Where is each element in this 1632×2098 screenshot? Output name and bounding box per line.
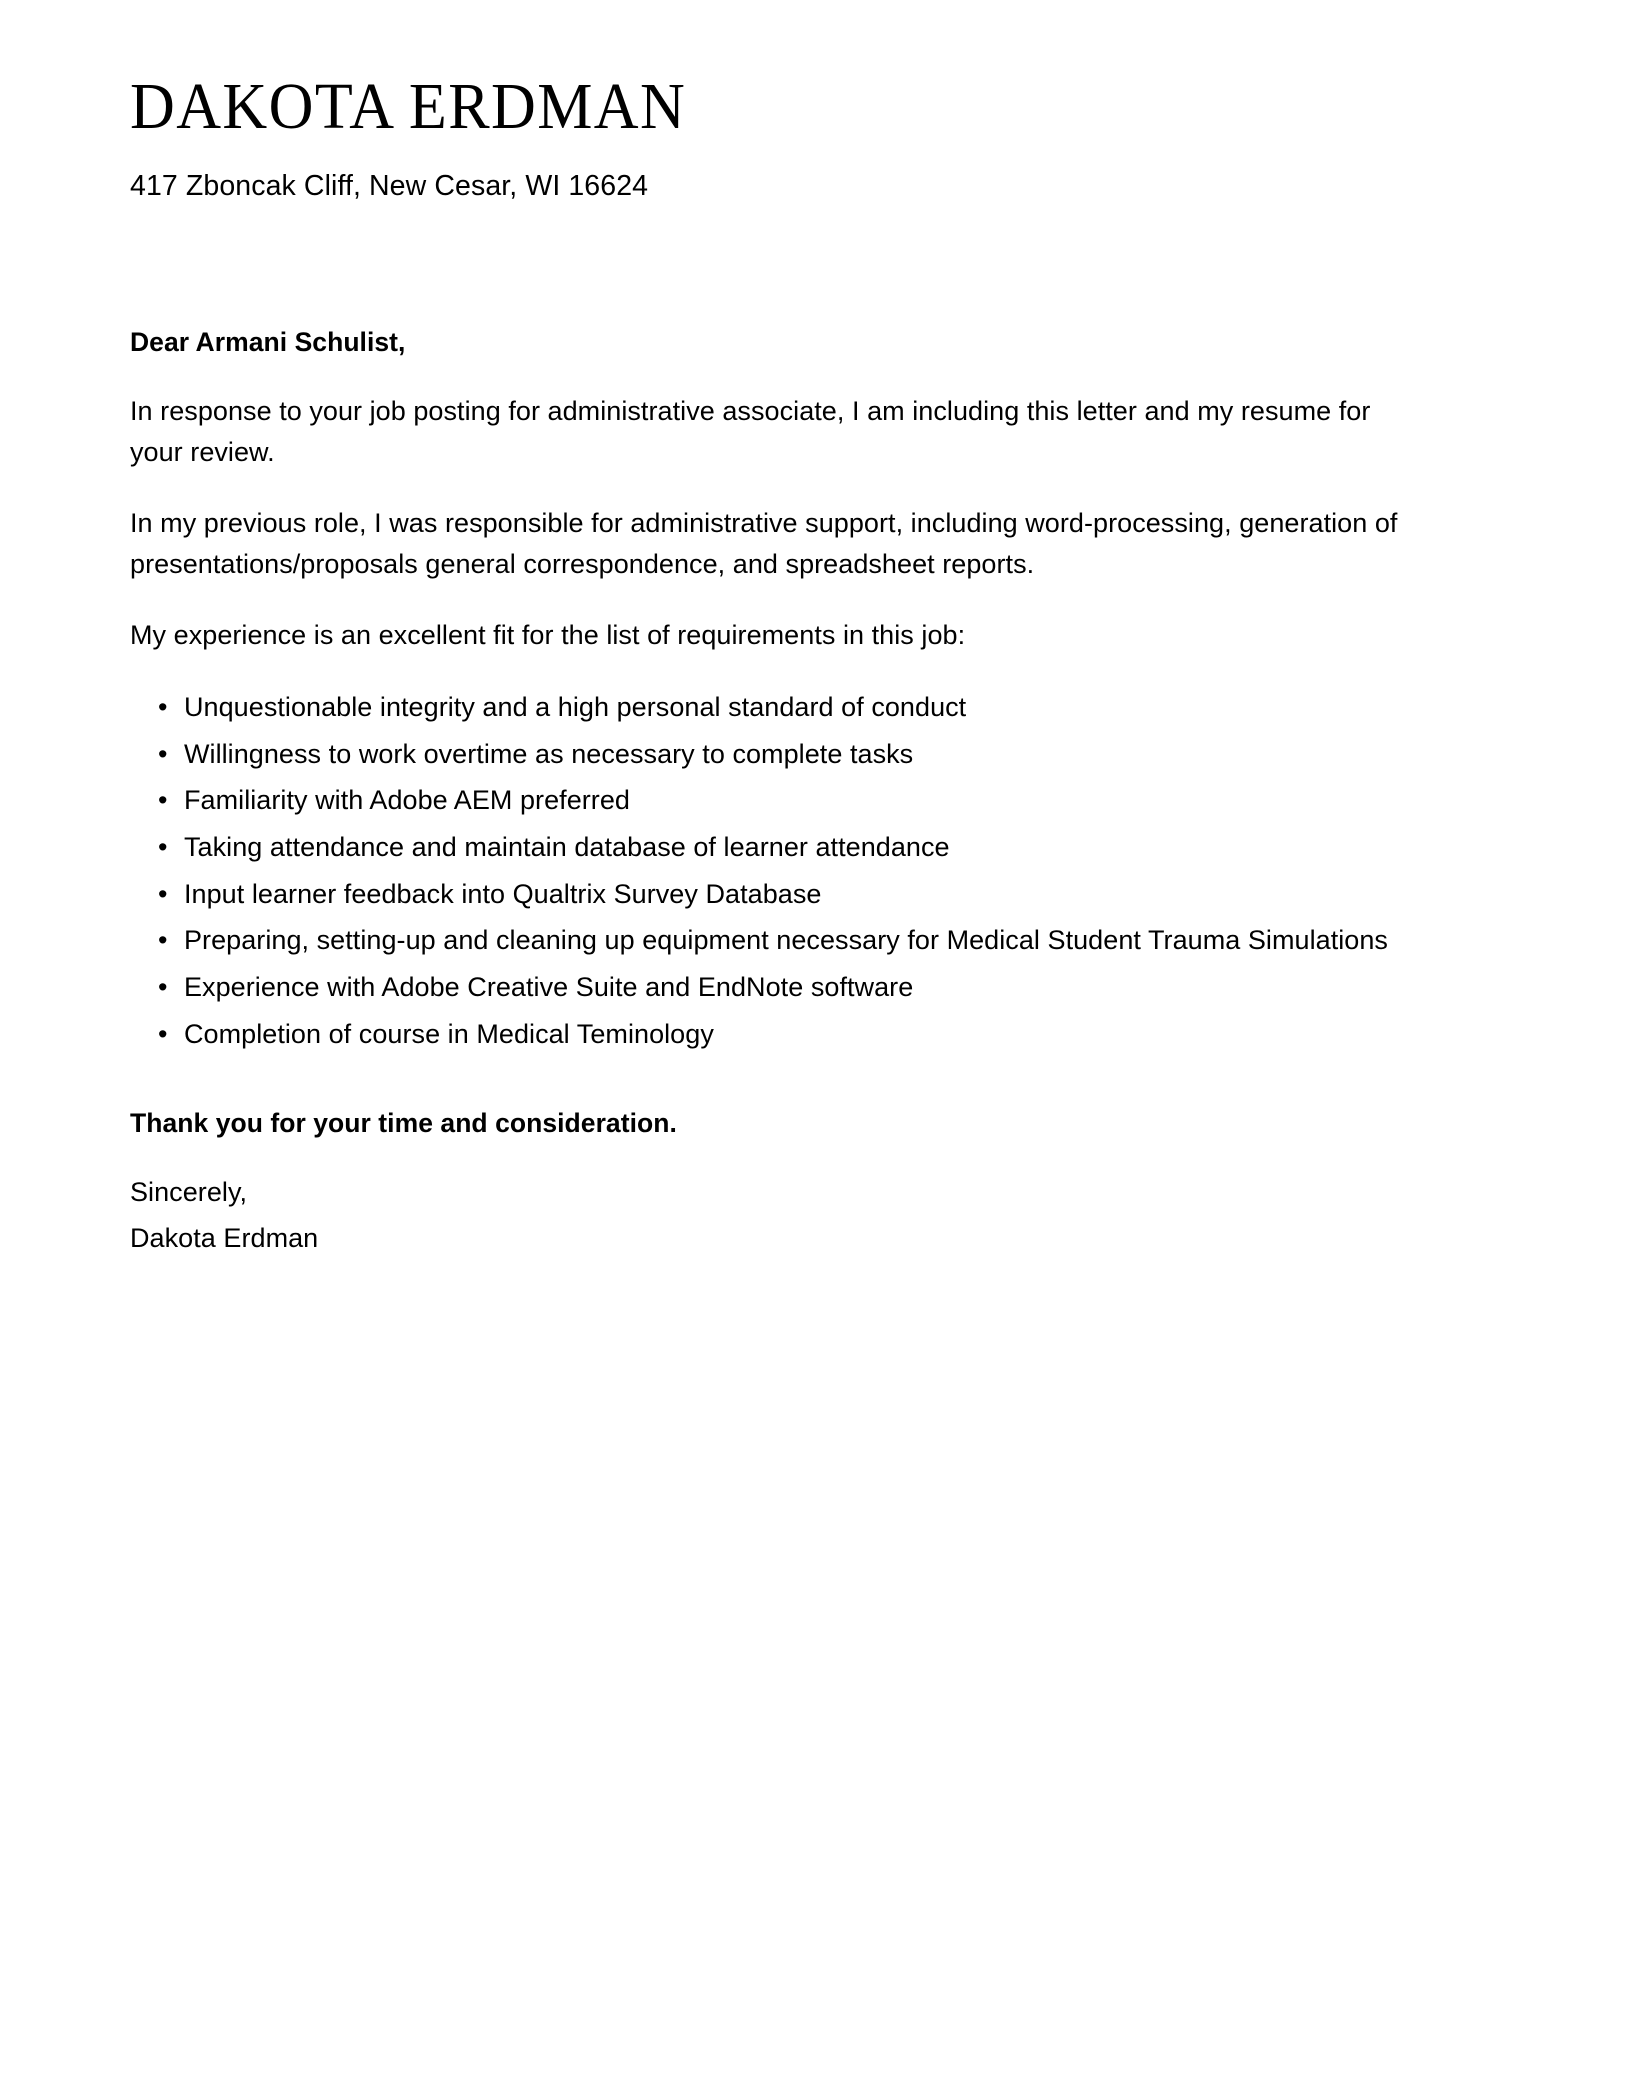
list-item-label: Unquestionable integrity and a high personal standard of conduct: [184, 692, 967, 723]
letter-content: [130, 72, 1402, 1259]
list-item: [130, 968, 1402, 1008]
body-paragraph-1: In response to your job posting for administrative associate, I am including this letter and my resume for your review.: [130, 395, 1371, 467]
list-item-label: Input learner feedback into Qualtrix Survey Database: [184, 878, 822, 909]
list-item: [130, 735, 1402, 775]
list-item-label: Preparing, setting-up and cleaning up equipment necessary for Medical Student Trauma Simulations: [184, 925, 1388, 956]
list-item-label: Willingness to work overtime as necessary to complete tasks: [184, 738, 914, 769]
list-item: [130, 781, 1402, 821]
requirements-list: [130, 688, 1402, 1055]
body-paragraph-2: In my previous role, I was responsible for administrative support, including word-processing, generation of presentations/proposals general correspondence, and spreadsheet reports.: [130, 507, 1398, 579]
bullet-icon: •: [158, 692, 168, 723]
page-title: DAKOTA ERDMAN: [130, 70, 687, 143]
list-item: [130, 828, 1402, 868]
bullet-icon: •: [158, 878, 168, 909]
sender-address: 417 Zboncak Cliff, New Cesar, WI 16624: [130, 170, 649, 203]
list-item-label: Familiarity with Adobe AEM preferred: [184, 785, 630, 816]
list-item-label: Taking attendance and maintain database of learner attendance: [184, 832, 950, 863]
closing-statement: Thank you for your time and consideration.: [130, 1107, 677, 1138]
bullet-icon: •: [158, 785, 168, 816]
bullet-icon: •: [158, 832, 168, 863]
signature-block: [130, 1172, 1402, 1259]
list-item-label: Experience with Adobe Creative Suite and EndNote software: [184, 972, 914, 1003]
bullet-icon: •: [158, 972, 168, 1003]
signoff-greeting: Sincerely,: [130, 1176, 248, 1207]
signoff-name: Dakota Erdman: [130, 1222, 319, 1253]
salutation: Dear Armani Schulist,: [130, 326, 406, 357]
list-item: [130, 875, 1402, 915]
bullet-icon: •: [158, 1018, 168, 1049]
body-paragraph-3: My experience is an excellent fit for the list of requirements in this job:: [130, 619, 966, 650]
bullet-icon: •: [158, 738, 168, 769]
list-item: [130, 1015, 1402, 1055]
list-item-label: Completion of course in Medical Teminology: [184, 1018, 714, 1049]
list-item: [130, 921, 1402, 961]
list-item: [130, 688, 1402, 728]
bullet-icon: •: [158, 925, 168, 956]
